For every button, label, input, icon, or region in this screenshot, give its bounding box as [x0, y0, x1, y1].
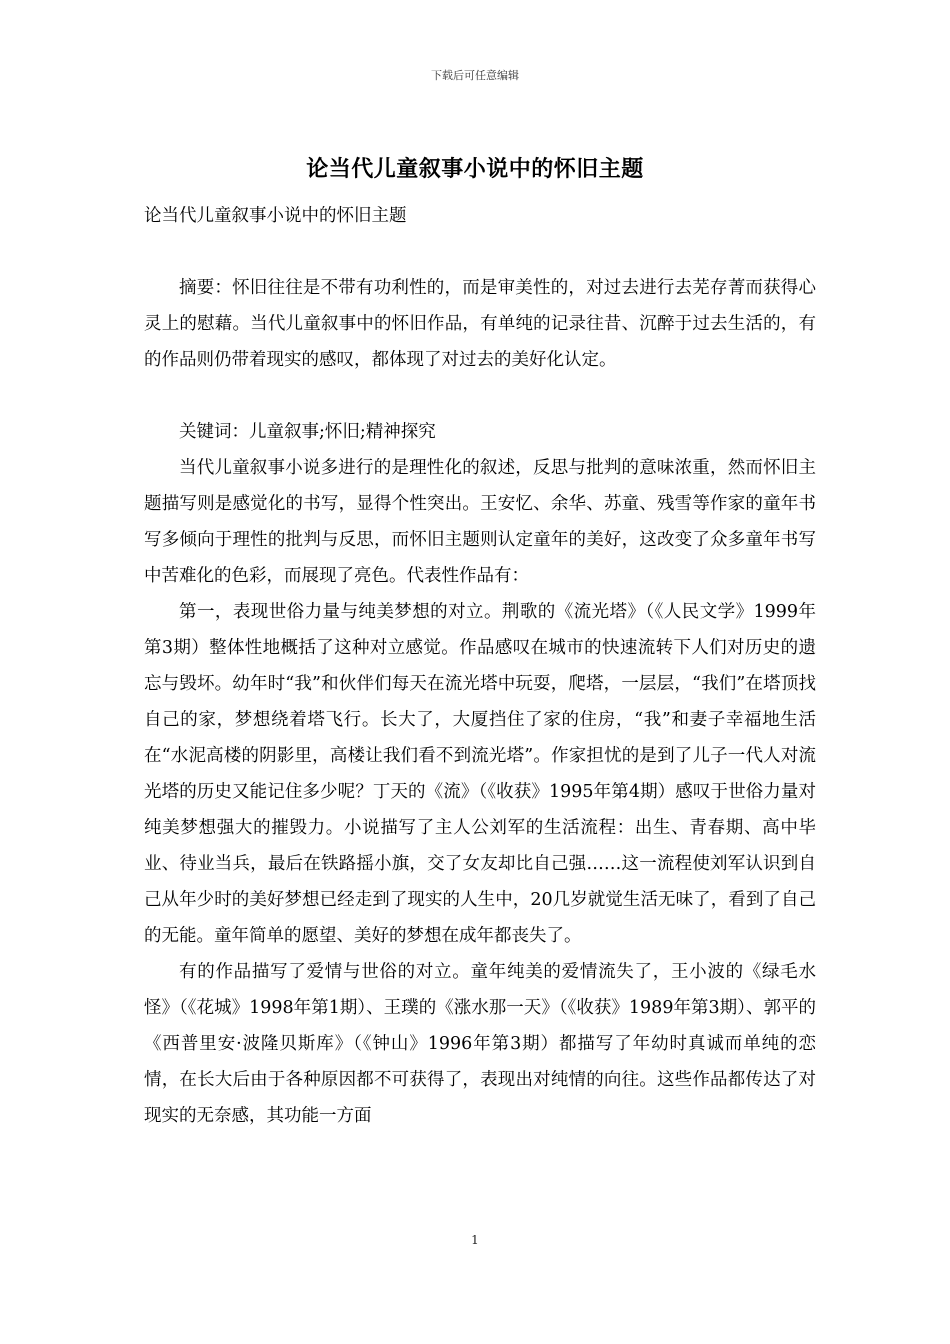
abstract-paragraph: 摘要：怀旧往往是不带有功利性的，而是审美性的，对过去进行去芜存菁而获得心灵上的慰藉。当代儿童叙事中的怀旧作品，有单纯的记录往昔、沉醉于过去生活的，有的作品则仍带着现实的感叹，都体现了对过去的美好化认定。: [144, 278, 816, 370]
subtitle: 论当代儿童叙事小说中的怀旧主题: [144, 206, 407, 226]
page-header: 下载后可任意编辑: [431, 69, 519, 82]
body-paragraph: 当代儿童叙事小说多进行的是理性化的叙述，反思与批判的意味浓重，然而怀旧主题描写则是感觉化的书写，显得个性突出。王安忆、余华、苏童、残雪等作家的童年书写多倾向于理性的批判与反思，而怀旧主题则认定童年的美好，这改变了众多童年书写中苦难化的色彩，而展现了亮色。代表性作品有：: [144, 458, 816, 586]
document-body: [144, 198, 816, 1134]
document-title: 论当代儿童叙事小说中的怀旧主题: [306, 156, 644, 182]
page-number: 1: [471, 1233, 479, 1247]
body-paragraph: 有的作品描写了爱情与世俗的对立。童年纯美的爱情流失了，王小波的《绿毛水怪》（《花城》1998年第1期）、王璞的《涨水那一天》（《收获》1989年第3期）、郭平的《西普里安·波隆贝斯库》（《钟山》1996年第3期）都描写了年幼时真诚而单纯的恋情，在长大后由于各种原因都不可获得了，表现出对纯情的向往。这些作品都传达了对现实的无奈感，其功能一方面: [144, 962, 816, 1126]
body-paragraph: 第一，表现世俗力量与纯美梦想的对立。荆歌的《流光塔》（《人民文学》1999年第3期）整体性地概括了这种对立感觉。作品感叹在城市的快速流转下人们对历史的遗忘与毁坏。幼年时“我”和伙伴们每天在流光塔中玩耍，爬塔，一层层，“我们”在塔顶找自己的家，梦想绕着塔飞行。长大了，大厦挡住了家的住房，“我”和妻子幸福地生活在“水泥高楼的阴影里，高楼让我们看不到流光塔”。作家担忧的是到了儿子一代人对流光塔的历史又能记住多少呢？丁天的《流》（《收获》1995年第4期）感叹于世俗力量对纯美梦想强大的摧毁力。小说描写了主人公刘军的生活流程：出生、青春期、高中毕业、待业当兵，最后在铁路摇小旗，交了女友却比自己强……这一流程使刘军认识到自己从年少时的美好梦想已经走到了现实的人生中，20几岁就觉生活无味了，看到了自己的无能。童年简单的愿望、美好的梦想在成年都丧失了。: [144, 602, 816, 946]
keywords-line: 关键词：儿童叙事;怀旧;精神探究: [179, 422, 436, 442]
